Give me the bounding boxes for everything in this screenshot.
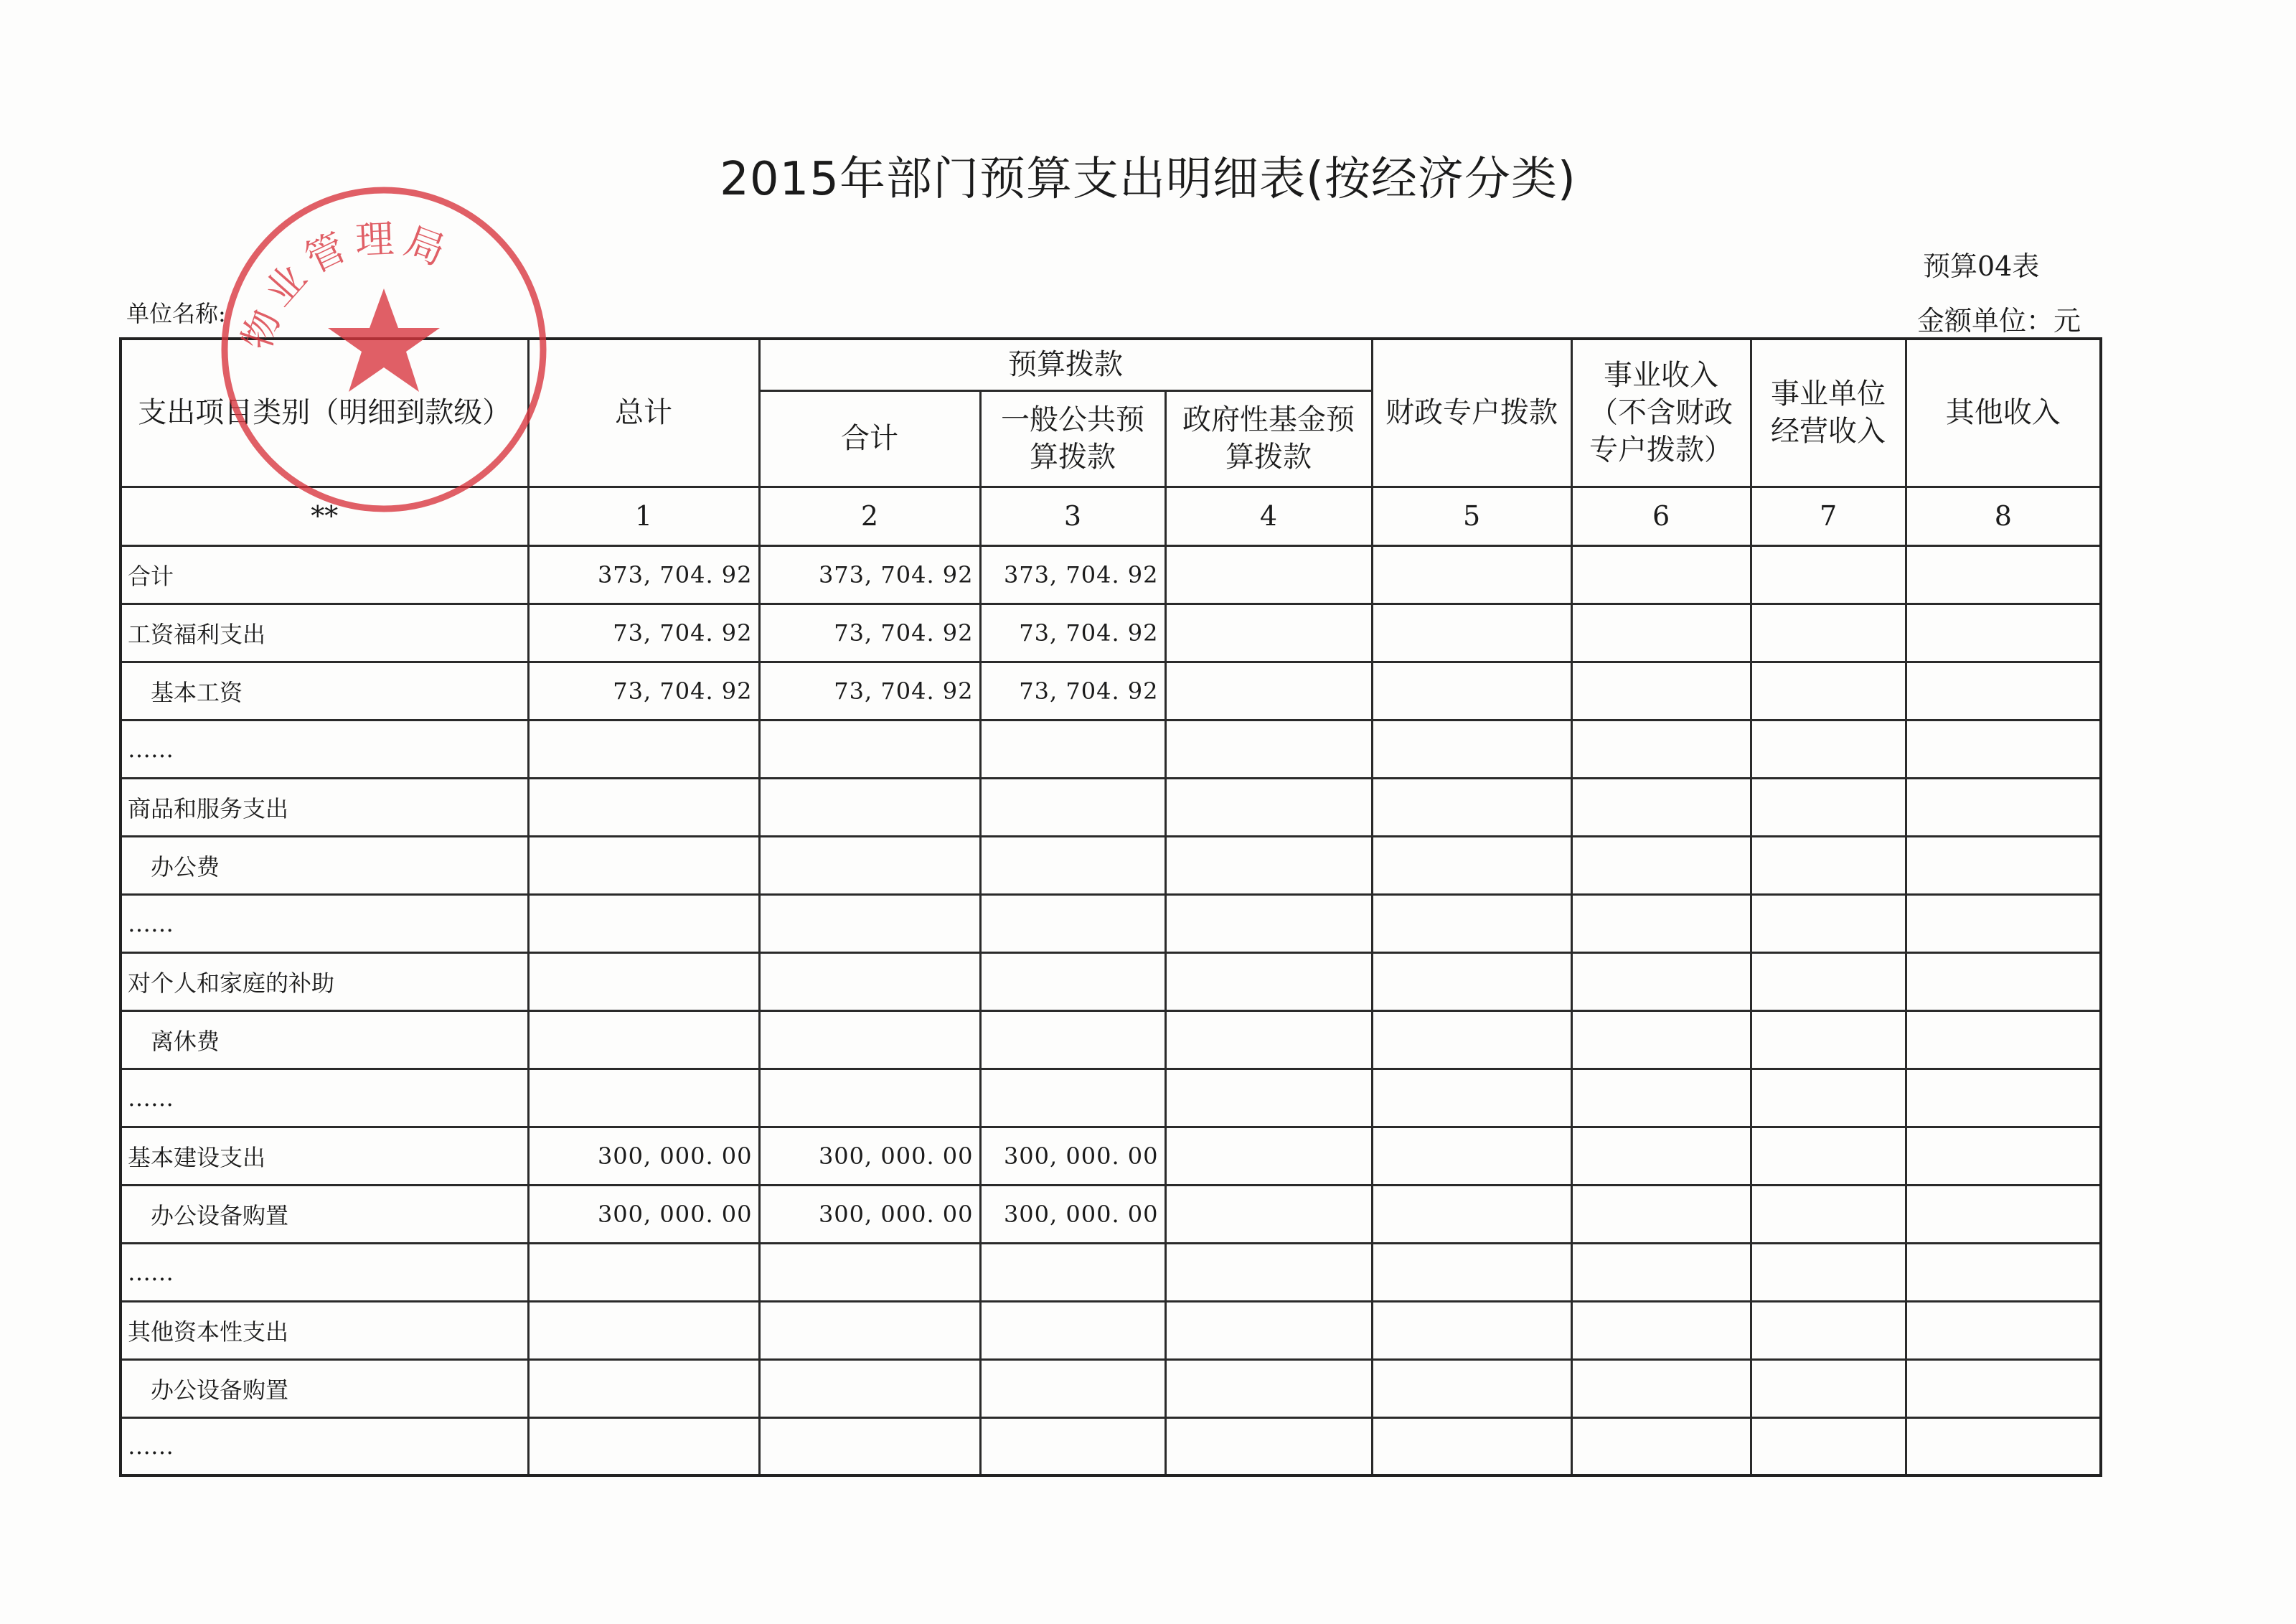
empty-cell	[1751, 778, 1906, 836]
header-operating-income: 事业单位经营收入	[1751, 339, 1906, 487]
empty-cell	[1571, 1010, 1751, 1069]
empty-cell	[1372, 720, 1571, 778]
empty-cell	[1906, 1185, 2101, 1243]
index-cell: 1	[528, 487, 759, 545]
table-row	[121, 1127, 2101, 1185]
empty-cell	[1751, 836, 1906, 894]
row-label: 合计	[121, 545, 528, 604]
amount-cell	[528, 1301, 759, 1359]
amount-cell	[528, 720, 759, 778]
amount-cell	[528, 836, 759, 894]
amount-cell	[980, 1301, 1165, 1359]
empty-cell	[1165, 952, 1372, 1010]
row-label: 办公费	[121, 836, 528, 894]
page-title: 2015年部门预算支出明细表(按经济分类)	[720, 153, 1576, 206]
empty-cell	[1906, 1359, 2101, 1417]
empty-cell	[1906, 662, 2101, 720]
empty-cell	[1571, 1243, 1751, 1301]
row-label: 工资福利支出	[121, 604, 528, 662]
table-row	[121, 836, 2101, 894]
empty-cell	[1165, 1127, 1372, 1185]
header-fiscal-special: 财政专户拨款	[1372, 339, 1571, 487]
amount-cell: 300, 000. 00	[980, 1185, 1165, 1243]
amount-cell: 73, 704. 92	[759, 662, 980, 720]
empty-cell	[1906, 952, 2101, 1010]
index-cell: 4	[1165, 487, 1372, 545]
empty-cell	[1906, 1301, 2101, 1359]
index-row	[121, 487, 2101, 545]
amount-cell	[980, 894, 1165, 952]
amount-cell	[980, 1359, 1165, 1417]
row-label: ……	[121, 1069, 528, 1127]
amount-cell	[528, 1359, 759, 1417]
header-gov-fund: 政府性基金预算拨款	[1165, 390, 1372, 487]
amount-cell	[759, 1359, 980, 1417]
table-row	[121, 1359, 2101, 1417]
row-label: 对个人和家庭的补助	[121, 952, 528, 1010]
form-number: 预算04表	[1923, 250, 2040, 282]
row-label: 办公设备购置	[121, 1185, 528, 1243]
empty-cell	[1906, 545, 2101, 604]
amount-cell: 373, 704. 92	[980, 545, 1165, 604]
row-label: 离休费	[121, 1010, 528, 1069]
amount-cell	[759, 1010, 980, 1069]
amount-cell	[528, 778, 759, 836]
empty-cell	[1165, 1417, 1372, 1475]
empty-cell	[1165, 545, 1372, 604]
empty-cell	[1571, 778, 1751, 836]
amount-cell	[980, 1069, 1165, 1127]
row-label: 基本工资	[121, 662, 528, 720]
empty-cell	[1165, 720, 1372, 778]
index-cell: 6	[1571, 487, 1751, 545]
empty-cell	[1906, 836, 2101, 894]
empty-cell	[1372, 778, 1571, 836]
amount-cell	[759, 778, 980, 836]
empty-cell	[1906, 894, 2101, 952]
amount-cell	[980, 836, 1165, 894]
empty-cell	[1751, 1185, 1906, 1243]
amount-cell: 300, 000. 00	[528, 1127, 759, 1185]
empty-cell	[1372, 836, 1571, 894]
empty-cell	[1165, 778, 1372, 836]
empty-cell	[1751, 1010, 1906, 1069]
table-row	[121, 545, 2101, 604]
empty-cell	[1571, 1069, 1751, 1127]
amount-cell	[759, 1301, 980, 1359]
amount-cell	[980, 952, 1165, 1010]
amount-cell: 300, 000. 00	[528, 1185, 759, 1243]
empty-cell	[1571, 836, 1751, 894]
table-row	[121, 894, 2101, 952]
empty-cell	[1165, 836, 1372, 894]
header-total: 总计	[528, 339, 759, 487]
row-label: 商品和服务支出	[121, 778, 528, 836]
header-business-income: 事业收入（不含财政专户拨款）	[1571, 339, 1751, 487]
empty-cell	[1571, 894, 1751, 952]
amount-cell	[528, 1417, 759, 1475]
table-row	[121, 1069, 2101, 1127]
empty-cell	[1372, 604, 1571, 662]
amount-cell	[528, 894, 759, 952]
empty-cell	[1906, 604, 2101, 662]
empty-cell	[1165, 894, 1372, 952]
amount-cell	[980, 778, 1165, 836]
empty-cell	[1372, 952, 1571, 1010]
empty-cell	[1372, 1185, 1571, 1243]
empty-cell	[1906, 1127, 2101, 1185]
amount-cell	[759, 952, 980, 1010]
table-row	[121, 1185, 2101, 1243]
empty-cell	[1372, 894, 1571, 952]
index-cell: 3	[980, 487, 1165, 545]
empty-cell	[1571, 1185, 1751, 1243]
empty-cell	[1751, 720, 1906, 778]
amount-cell	[528, 952, 759, 1010]
table-row	[121, 604, 2101, 662]
empty-cell	[1372, 1359, 1571, 1417]
empty-cell	[1751, 1069, 1906, 1127]
table-row	[121, 952, 2101, 1010]
index-cell: 8	[1906, 487, 2101, 545]
table-row	[121, 1417, 2101, 1475]
empty-cell	[1571, 1417, 1751, 1475]
amount-cell: 373, 704. 92	[528, 545, 759, 604]
empty-cell	[1165, 604, 1372, 662]
row-label: ……	[121, 720, 528, 778]
amount-cell	[759, 1417, 980, 1475]
empty-cell	[1571, 720, 1751, 778]
table-row	[121, 1301, 2101, 1359]
empty-cell	[1906, 1417, 2101, 1475]
amount-cell	[759, 894, 980, 952]
empty-cell	[1751, 545, 1906, 604]
header-category: 支出项目类别（明细到款级）	[121, 339, 528, 487]
table-row	[121, 1010, 2101, 1069]
empty-cell	[1165, 1069, 1372, 1127]
empty-cell	[1372, 1127, 1571, 1185]
empty-cell	[1372, 1243, 1571, 1301]
empty-cell	[1372, 545, 1571, 604]
amount-cell	[528, 1010, 759, 1069]
empty-cell	[1571, 1127, 1751, 1185]
empty-cell	[1165, 1243, 1372, 1301]
empty-cell	[1751, 604, 1906, 662]
empty-cell	[1906, 778, 2101, 836]
empty-cell	[1751, 952, 1906, 1010]
amount-cell	[759, 1069, 980, 1127]
row-label: 基本建设支出	[121, 1127, 528, 1185]
amount-cell	[980, 720, 1165, 778]
amount-cell: 300, 000. 00	[759, 1127, 980, 1185]
header-other-income: 其他收入	[1906, 339, 2101, 487]
empty-cell	[1571, 662, 1751, 720]
amount-cell: 73, 704. 92	[528, 604, 759, 662]
svg-text:物业管理局: 物业管理局	[233, 215, 458, 356]
amount-cell: 73, 704. 92	[528, 662, 759, 720]
row-label: ……	[121, 894, 528, 952]
empty-cell	[1165, 662, 1372, 720]
empty-cell	[1751, 894, 1906, 952]
index-cell: 2	[759, 487, 980, 545]
table-row	[121, 720, 2101, 778]
amount-cell	[759, 836, 980, 894]
header-general-public: 一般公共预算拨款	[980, 390, 1165, 487]
amount-cell	[759, 1243, 980, 1301]
empty-cell	[1571, 1301, 1751, 1359]
empty-cell	[1372, 1417, 1571, 1475]
amount-cell	[980, 1243, 1165, 1301]
row-label: 其他资本性支出	[121, 1301, 528, 1359]
header-budget-allocation: 预算拨款	[759, 339, 1372, 390]
empty-cell	[1571, 952, 1751, 1010]
row-label: ……	[121, 1243, 528, 1301]
empty-cell	[1372, 662, 1571, 720]
empty-cell	[1372, 1301, 1571, 1359]
amount-cell: 373, 704. 92	[759, 545, 980, 604]
empty-cell	[1372, 1069, 1571, 1127]
empty-cell	[1751, 1301, 1906, 1359]
empty-cell	[1751, 1359, 1906, 1417]
empty-cell	[1165, 1359, 1372, 1417]
amount-cell: 300, 000. 00	[759, 1185, 980, 1243]
amount-cell: 73, 704. 92	[980, 662, 1165, 720]
row-label: ……	[121, 1417, 528, 1475]
empty-cell	[1906, 1069, 2101, 1127]
empty-cell	[1906, 1010, 2101, 1069]
amount-cell	[980, 1010, 1165, 1069]
empty-cell	[1751, 1127, 1906, 1185]
empty-cell	[1906, 1243, 2101, 1301]
empty-cell	[1372, 1010, 1571, 1069]
amount-cell	[528, 1069, 759, 1127]
empty-cell	[1571, 604, 1751, 662]
empty-cell	[1165, 1185, 1372, 1243]
row-label: 办公设备购置	[121, 1359, 528, 1417]
amount-cell	[528, 1243, 759, 1301]
amount-cell: 73, 704. 92	[759, 604, 980, 662]
header-subtotal: 合计	[759, 390, 980, 487]
empty-cell	[1165, 1010, 1372, 1069]
index-cell: **	[121, 487, 528, 545]
empty-cell	[1906, 720, 2101, 778]
table-row	[121, 1243, 2101, 1301]
amount-cell: 73, 704. 92	[980, 604, 1165, 662]
empty-cell	[1751, 1243, 1906, 1301]
amount-cell	[759, 720, 980, 778]
table-row	[121, 778, 2101, 836]
budget-table	[119, 337, 2102, 1477]
amount-cell	[980, 1417, 1165, 1475]
empty-cell	[1571, 545, 1751, 604]
empty-cell	[1751, 1417, 1906, 1475]
empty-cell	[1571, 1359, 1751, 1417]
unit-name-label: 单位名称:	[126, 300, 226, 327]
amount-unit: 金额单位：元	[1917, 305, 2081, 337]
table-row	[121, 662, 2101, 720]
empty-cell	[1751, 662, 1906, 720]
amount-cell: 300, 000. 00	[980, 1127, 1165, 1185]
index-cell: 5	[1372, 487, 1571, 545]
empty-cell	[1165, 1301, 1372, 1359]
index-cell: 7	[1751, 487, 1906, 545]
